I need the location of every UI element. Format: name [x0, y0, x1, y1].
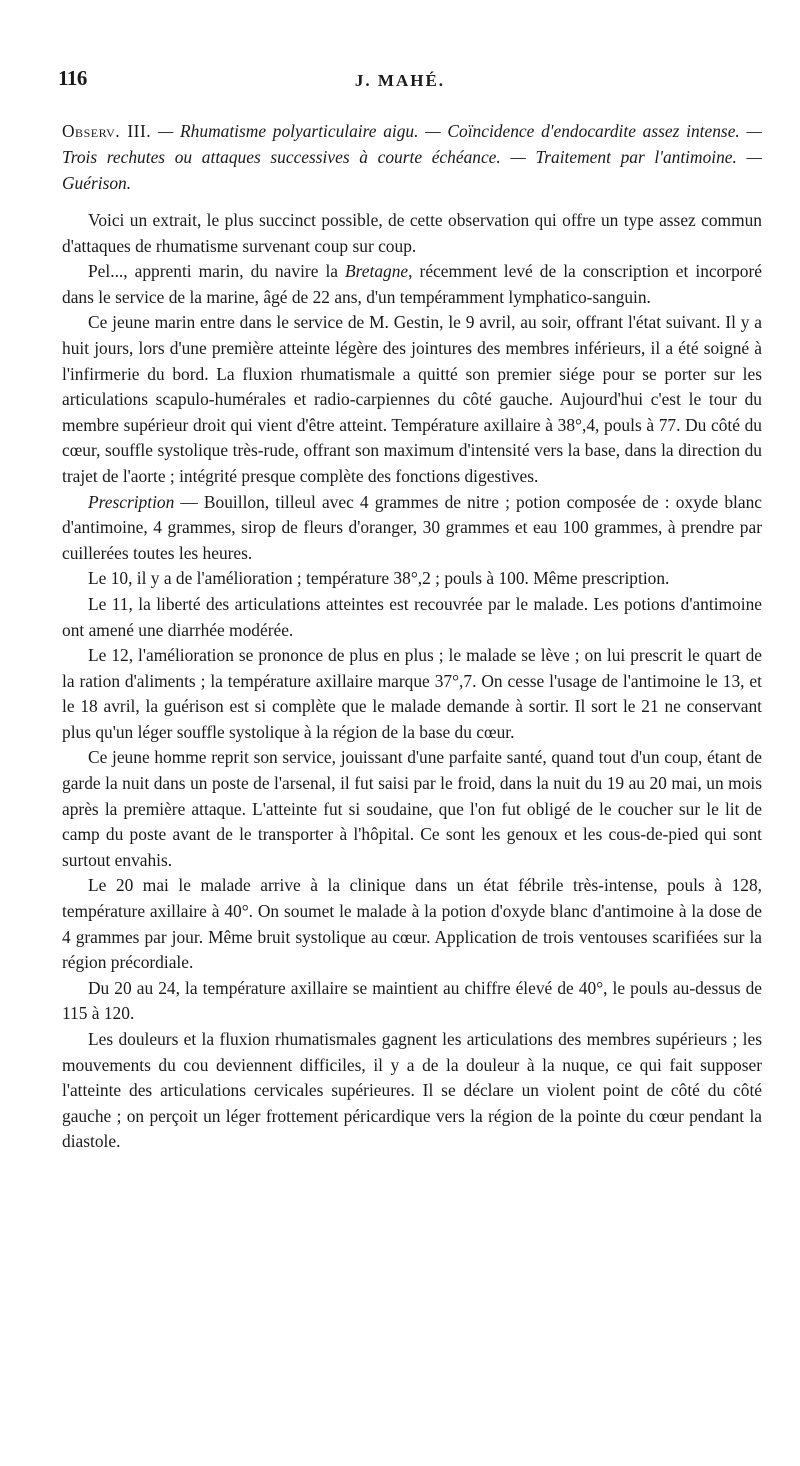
- paragraph-text: Pel..., apprenti marin, du navire la: [88, 261, 346, 282]
- paragraph: Ce jeune homme reprit son service, jouissant d'une parfaite santé, quand tout d'un coup, étant de garde la nuit dans un poste de l'arsenal, il fut saisi par le froid, dans la nuit du 19 au 20 mai, un mois après la première attaque. L'atteinte fut si soudaine, que l'on fut obligé de le coucher sur le lit de camp du poste avant de le transporter à l'hôpital. Ce sont les genoux et les cous-de-pied qui sont surtout envahis.: [62, 747, 762, 870]
- paragraph: Le 11, la liberté des articulations atteintes est recouvrée par le malade. Les potions d'antimoine ont amené une diarrhée modérée.: [62, 593, 762, 640]
- paragraph: Le 20 mai le malade arrive à la clinique dans un état fébrile très-intense, pouls à 128, température axillaire à 40°. On soumet le malade à la potion d'oxyde blanc d'antimoine à la dose de 4 grammes par jour. Même bruit systolique au cœur. Application de trois ventouses scarifiées sur la région précordiale.: [62, 875, 762, 973]
- paragraph-text: — Bouillon, tilleul avec 4 grammes de nitre ; potion composée de : oxyde blanc d'antimoine, 4 grammes, sirop de fleurs d'oranger, 30 grammes et eau 100 grammes, à prendre par cuillerées toutes les heures.: [62, 491, 762, 563]
- observation-title: — Rhumatisme polyarticulaire aigu. — Coïncidence d'endocardite assez intense. — Trois rechutes ou attaques successives à courte échéance. — Traitement par l'antimoine. — Guérison.: [62, 121, 762, 193]
- running-title: J. MAHÉ.: [354, 71, 446, 90]
- ship-name: Bretagne: [345, 261, 409, 282]
- paragraph-text: , récemment levé de la conscription et incorporé dans le service de la marine, âgé de 22 ans, d'un tempéramment lymphatico-sanguin.: [62, 261, 763, 307]
- prescription-label: Prescription: [88, 491, 175, 512]
- paragraph: Ce jeune marin entre dans le service de M. Gestin, le 9 avril, au soir, offrant l'état suivant. Il y a huit jours, lors d'une première atteinte légère des jointures des membres inférieurs, il a été soigné à l'infirmerie du bord. La fluxion rhumatismale a quitté son premier siége pour se porter sur les articulations scapulo-humérales et radio-carpiennes du côté gauche. Aujourd'hui c'est le tour du membre supérieur droit qui vient d'être atteint. Température axillaire à 38°,4, pouls à 77. Du côté du cœur, souffle systolique très-rude, offrant son maximum d'intensité vers la base, dans la direction du trajet de l'aorte ; intégrité presque complète des fonctions digestives.: [62, 312, 762, 486]
- page-body: [62, 118, 762, 1155]
- paragraph: [62, 259, 762, 310]
- paragraph: Le 12, l'amélioration se prononce de plus en plus ; le malade se lève ; on lui prescrit le quart de la ration d'aliments ; la température axillaire marque 37°,7. On cesse l'usage de l'antimoine le 13, et le 18 avril, la guérison est si complète que le malade demande à sortir. Il sort le 21 ne conservant plus qu'un léger souffle systolique à la région de la base du cœur.: [62, 645, 762, 742]
- paragraph: Les douleurs et la fluxion rhumatismales gagnent les articulations des membres supérieurs ; les mouvements du cou deviennent difficiles, il y a de la douleur à la nuque, ce qui fait supposer l'atteinte des articulations cervicales supérieures. Il se déclare un violent point de côté du côté gauche ; on perçoit un léger frottement péricardique vers la région de la pointe du cœur pendant la diastole.: [62, 1029, 762, 1152]
- paragraph: Voici un extrait, le plus succinct possible, de cette observation qui offre un type assez commun d'attaques de rhumatisme survenant coup sur coup.: [62, 210, 762, 256]
- page-number: 116: [58, 66, 87, 90]
- paragraph: Du 20 au 24, la température axillaire se maintient au chiffre élevé de 40°, le pouls au-dessus de 115 à 120.: [62, 977, 762, 1024]
- observation-label: Observ. III.: [62, 121, 152, 141]
- observation-heading: [62, 118, 762, 196]
- paragraph: Le 10, il y a de l'amélioration ; température 38°,2 ; pouls à 100. Même prescription.: [88, 568, 670, 589]
- paragraph: [62, 490, 762, 567]
